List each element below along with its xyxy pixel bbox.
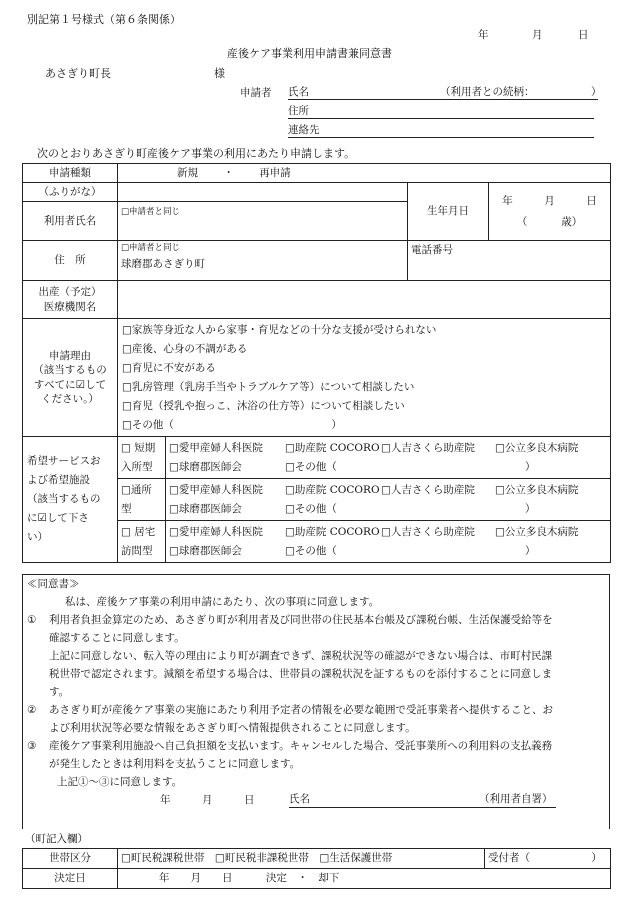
hospital-label — [23, 281, 118, 319]
honorific: 様 — [214, 67, 225, 80]
consent-agree: 上記①～③に同意します。 — [57, 776, 183, 788]
birth-field[interactable] — [489, 183, 611, 241]
header-month: 月 — [532, 29, 543, 41]
town-table — [22, 848, 611, 889]
furigana-label: （ふりがな） — [23, 183, 118, 202]
facility-cocoro[interactable]: □助産院 COCORO — [285, 441, 380, 454]
reason-label-line: （該当するもの — [33, 364, 107, 377]
age-open: （ — [516, 215, 528, 228]
consent-signature — [23, 791, 609, 809]
consent-line: よび利用状況等必要な情報をあさぎり町へ情報提供されることに同意します。 — [49, 722, 416, 734]
type-renew[interactable]: 再申請 — [259, 166, 291, 179]
reason-childcare-consult[interactable]: □育児（授乳や抱っこ、沐浴の仕方等）について相談したい — [122, 399, 405, 412]
consent-header: ≪同意書≫ — [27, 578, 80, 590]
address-same-checkbox[interactable]: □申請者と同じ — [121, 243, 181, 253]
facility-options — [166, 521, 611, 563]
service-type-line: 訪問型 — [121, 544, 153, 557]
reason-family-support[interactable]: □家族等身近な人から家事・育児などの十分な支援が受けられない — [122, 323, 437, 336]
service-type-line: □ 短期 — [121, 441, 156, 454]
service-type-home-visit[interactable] — [118, 521, 166, 563]
applicant-label: 申請者 — [240, 87, 272, 99]
service-type-line: 型 — [121, 502, 132, 515]
intro-text: 次のとおりあさぎり町産後ケア事業の利用にあたり申請します。 — [37, 147, 356, 160]
address-field[interactable] — [118, 241, 408, 281]
type-options[interactable] — [118, 164, 611, 183]
furigana-input[interactable] — [118, 183, 408, 202]
facility-sakura[interactable]: □人吉さくら助産院 — [381, 483, 475, 496]
facility-taragi[interactable]: □公立多良木病院 — [495, 483, 579, 496]
applicant-address-label: 住所 — [288, 105, 309, 117]
applicant-contact-field[interactable] — [288, 122, 594, 138]
facility-other-close: ） — [525, 544, 536, 557]
hospital-label-line2: 医療機関名 — [43, 300, 97, 313]
facility-options — [166, 437, 611, 479]
applicant-address-field[interactable] — [288, 103, 594, 119]
consent-line: 確認することに同意します。 — [49, 632, 185, 644]
type-new[interactable]: 新規 — [177, 166, 198, 179]
relation-close: ） — [591, 86, 602, 98]
service-label-line: に☑して下さ — [27, 512, 89, 524]
relation-label: （利用者との続柄： — [440, 86, 535, 98]
service-label-line: 希望サービスお — [27, 455, 101, 467]
receiver-label: 受付者（ — [488, 852, 530, 865]
reason-other[interactable]: □その他（ ） — [122, 418, 342, 431]
facility-aiko[interactable]: □愛甲産婦人科医院 — [169, 483, 263, 496]
facility-kuma[interactable]: □球磨郡医師会 — [169, 460, 242, 473]
service-type-line: 入所型 — [121, 460, 153, 473]
service-type-line: □通所 — [121, 483, 152, 496]
facility-aiko[interactable]: □愛甲産婦人科医院 — [169, 441, 263, 454]
applicant-contact-label: 連絡先 — [288, 124, 320, 136]
consent-item-1-mark: ① — [27, 614, 37, 626]
address-value: 球磨郡あさぎり町 — [121, 258, 205, 271]
type-dot: ・ — [223, 166, 234, 179]
header-year: 年 — [478, 29, 489, 41]
service-label-line: （該当するもの — [27, 493, 101, 505]
facility-other[interactable]: □その他（ — [285, 460, 337, 473]
addressee: あさぎり町長 — [45, 67, 111, 80]
consent-line: が発生したときは利用料を支払うことに同意します。 — [49, 758, 301, 770]
household-label: 世帯区分 — [23, 849, 118, 869]
service-label — [23, 437, 118, 563]
facility-aiko[interactable]: □愛甲産婦人科医院 — [169, 525, 263, 538]
sign-name-field[interactable] — [289, 791, 556, 808]
reason-label-line: ください。） — [41, 392, 99, 405]
consent-item-2-mark: ② — [27, 704, 37, 716]
decision-label: 決定日 — [23, 869, 118, 889]
consent-line: す。 — [49, 686, 70, 698]
facility-taragi[interactable]: □公立多良木病院 — [495, 525, 579, 538]
address-label: 住 所 — [23, 241, 118, 281]
service-label-line: い） — [27, 531, 48, 543]
consent-line: あさぎり町が産後ケア事業の実施にあたり利用予定者の情報を必要な範囲で受託事業者へ提供すること、お — [49, 704, 553, 716]
phone-label: 電話番号 — [411, 244, 453, 256]
reason-options — [118, 319, 611, 437]
receiver-close: ） — [591, 852, 602, 865]
service-label-line: よび希望施設 — [27, 474, 90, 486]
town-section-label: （町記入欄） — [25, 833, 88, 845]
consent-item-2 — [23, 701, 609, 737]
hospital-input[interactable] — [118, 281, 611, 319]
reason-postpartum-condition[interactable]: □産後、心身の不調がある — [122, 342, 248, 355]
facility-options — [166, 479, 611, 521]
facility-kuma[interactable]: □球磨郡医師会 — [169, 544, 242, 557]
consent-item-3-mark: ③ — [27, 740, 37, 752]
page-title: 産後ケア事業利用申請書兼同意書 — [227, 47, 392, 60]
applicant-name-label: 氏名 — [288, 86, 309, 98]
hospital-label-line1: 出産（予定） — [38, 286, 102, 299]
facility-cocoro[interactable]: □助産院 COCORO — [285, 525, 380, 538]
facility-taragi[interactable]: □公立多良木病院 — [495, 441, 579, 454]
reason-label — [23, 319, 118, 437]
reason-label-line: 申請理由 — [49, 350, 91, 363]
age-unit: 歳） — [561, 215, 583, 228]
consent-lead: 私は、産後ケア事業の利用申請にあたり、次の事項に同意します。 — [65, 596, 380, 608]
decision-field[interactable] — [118, 869, 611, 889]
header-day: 日 — [578, 29, 589, 41]
consent-item-3 — [23, 737, 609, 773]
decision-ymd: 年 月 日 — [159, 872, 233, 885]
sign-note: （利用者自署） — [479, 793, 553, 805]
facility-other-close: ） — [525, 502, 536, 515]
consent-section — [22, 574, 610, 829]
sign-name-label: 氏名 — [289, 793, 310, 805]
application-table — [22, 163, 611, 563]
user-name-field[interactable] — [118, 202, 408, 241]
receiver-field[interactable] — [485, 849, 611, 869]
facility-sakura[interactable]: □人吉さくら助産院 — [381, 525, 475, 538]
sign-date: 年 月 日 — [160, 794, 255, 806]
same-as-applicant-checkbox[interactable]: □申請者と同じ — [121, 207, 181, 217]
reason-label-line: すべてに☑して — [33, 378, 107, 391]
reason-parenting-anxiety[interactable]: □育児に不安がある — [122, 361, 216, 374]
facility-other[interactable]: □その他（ — [285, 502, 337, 515]
service-type-short-stay[interactable] — [118, 437, 166, 479]
household-options[interactable]: □町民税課税世帯 □町民税非課税世帯 □生活保護世帯 — [118, 849, 485, 869]
facility-cocoro[interactable]: □助産院 COCORO — [285, 483, 380, 496]
decision-result[interactable]: 決定 ・ 却下 — [265, 872, 340, 885]
consent-item-1 — [23, 611, 609, 701]
facility-other[interactable]: □その他（ — [285, 544, 337, 557]
service-type-line: □ 居宅 — [121, 525, 156, 538]
consent-line: 利用者負担金算定のため、あさぎり町が利用者及び同世帯の住民基本台帳及び課税台帳、生活保護受給等を — [49, 614, 553, 626]
type-label: 申請種類 — [23, 164, 118, 183]
consent-line: 上記に同意しない、転入等の理由により町が調査できず、課税状況等の確認ができない場合は、市町村民課 — [49, 650, 553, 662]
consent-line: 産後ケア事業利用施設へ自己負担額を支払います。キャンセルした場合、受託事業所への利用料の支払義務 — [49, 740, 553, 752]
reason-breast-care[interactable]: □乳房管理（乳房手当やトラブルケア等）について相談したい — [122, 380, 415, 393]
consent-line: 税世帯で認定されます。減額を希望する場合は、世帯員の課税状況を証するものを添付することに同意しま — [49, 668, 553, 680]
birth-label: 生年月日 — [408, 183, 489, 241]
service-type-day-visit[interactable] — [118, 479, 166, 521]
applicant-name-field[interactable] — [288, 84, 602, 100]
form-code: 別記第１号様式（第６条関係） — [27, 13, 181, 26]
phone-field[interactable] — [408, 241, 611, 281]
birth-ymd: 年 月 日 — [502, 195, 597, 208]
facility-kuma[interactable]: □球磨郡医師会 — [169, 502, 242, 515]
facility-sakura[interactable]: □人吉さくら助産院 — [381, 441, 475, 454]
user-name-label: 利用者氏名 — [23, 202, 118, 241]
facility-other-close: ） — [525, 460, 536, 473]
